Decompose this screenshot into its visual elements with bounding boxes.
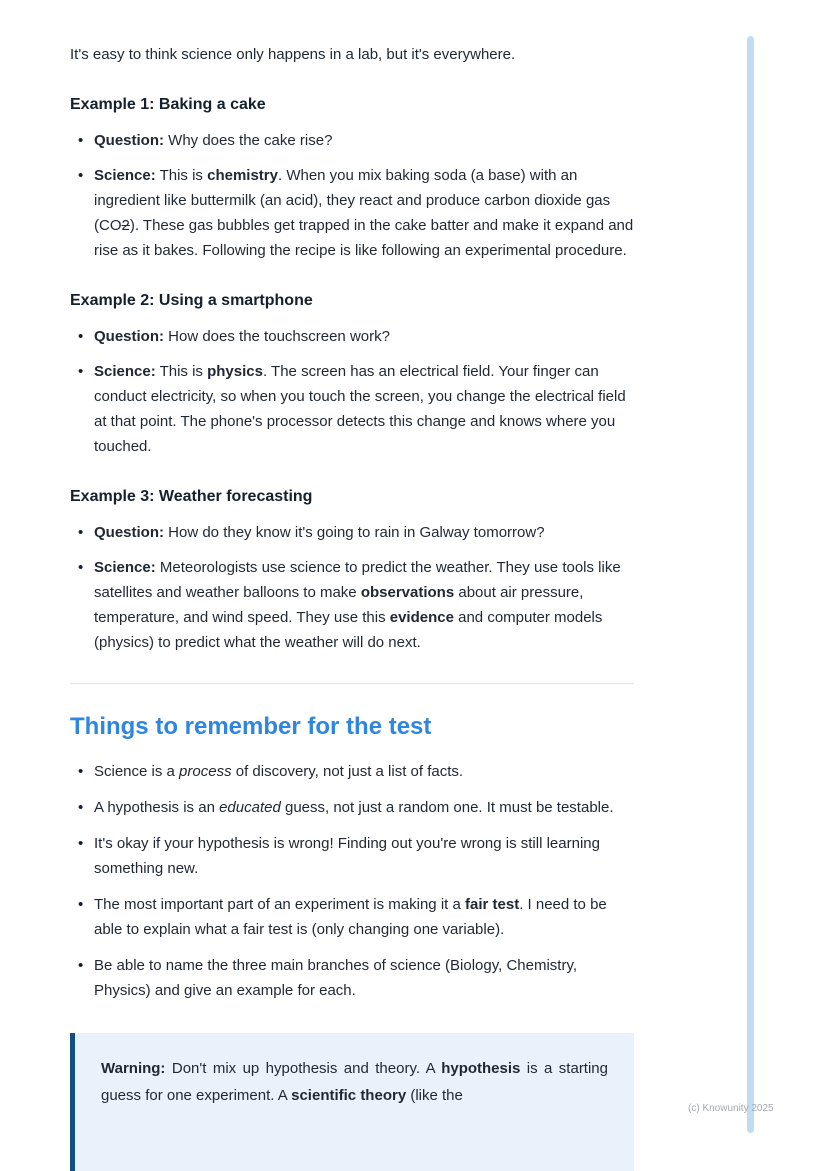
example-3-heading: Example 3: Weather forecasting [70, 488, 313, 505]
bullet-text: Be able to name the three main branches of science (Biology, Chemistry, Physics) and give an example for each. [94, 957, 578, 999]
bullet-item [94, 795, 634, 820]
bullet-item [94, 359, 634, 459]
example-2-list [70, 324, 634, 459]
bullet-text: Question: How does the touchscreen work? [94, 328, 390, 345]
bullet-item [94, 520, 634, 545]
example-section-3 [70, 486, 634, 655]
bullet-item [94, 759, 634, 784]
warning-text: Warning: Don't mix up hypothesis and theory. A hypothesis is a starting guess for one experiment. A scientific theory (like the [101, 1060, 608, 1104]
example-section-2 [70, 290, 634, 459]
example-section-1 [70, 94, 634, 263]
page-edge-bar [747, 36, 754, 1133]
intro-paragraph: It's easy to think science only happens in a lab, but it's everywhere. [70, 46, 516, 63]
bullet-text: Science: This is physics. The screen has an electrical field. Your finger can conduct electricity, so when you touch the screen, you change the electrical field at that point. The phone's processor detects this change and knows where you touched. [94, 363, 626, 455]
bullet-text: Question: Why does the cake rise? [94, 132, 333, 149]
bullet-text: Science: This is chemistry. When you mix baking soda (a base) with an ingredient like buttermilk (an acid), they react and produce carbon dioxide gas (CO2). These gas bubbles get trapped in the cake batter and make it expand and rise as it bakes. Following the recipe is like following an experimental procedure. [94, 167, 634, 259]
example-1-list [70, 128, 634, 263]
knowunity-watermark: (c) Knowunity 2025 [688, 1103, 774, 1114]
bullet-item [94, 831, 634, 881]
example-1-heading: Example 1: Baking a cake [70, 96, 266, 113]
bullet-item [94, 892, 634, 942]
bullet-text: A hypothesis is an educated guess, not just a random one. It must be testable. [94, 799, 614, 816]
bullet-text: It's okay if your hypothesis is wrong! Finding out you're wrong is still learning something new. [94, 835, 600, 877]
example-2-heading: Example 2: Using a smartphone [70, 292, 313, 309]
bullet-item [94, 163, 634, 263]
bullet-text: Science: Meteorologists use science to predict the weather. They use tools like satellites and weather balloons to make observations about air pressure, temperature, and wind speed. They use this evidence and computer models (physics) to predict what the weather will do next. [94, 559, 621, 651]
bullet-text: Question: How do they know it's going to rain in Galway tomorrow? [94, 524, 545, 541]
bullet-item [94, 953, 634, 1003]
warning-callout [70, 1033, 634, 1171]
bullet-item [94, 555, 634, 655]
document-content [70, 42, 634, 1171]
remember-list [70, 759, 634, 1003]
example-3-list [70, 520, 634, 655]
bullet-item [94, 128, 634, 153]
section-divider [70, 683, 634, 684]
bullet-item [94, 324, 634, 349]
bullet-text: The most important part of an experiment is making it a fair test. I need to be able to explain what a fair test is (only changing one variable). [94, 896, 607, 938]
bullet-text: Science is a process of discovery, not just a list of facts. [94, 763, 464, 780]
remember-section-heading: Things to remember for the test [70, 713, 432, 740]
